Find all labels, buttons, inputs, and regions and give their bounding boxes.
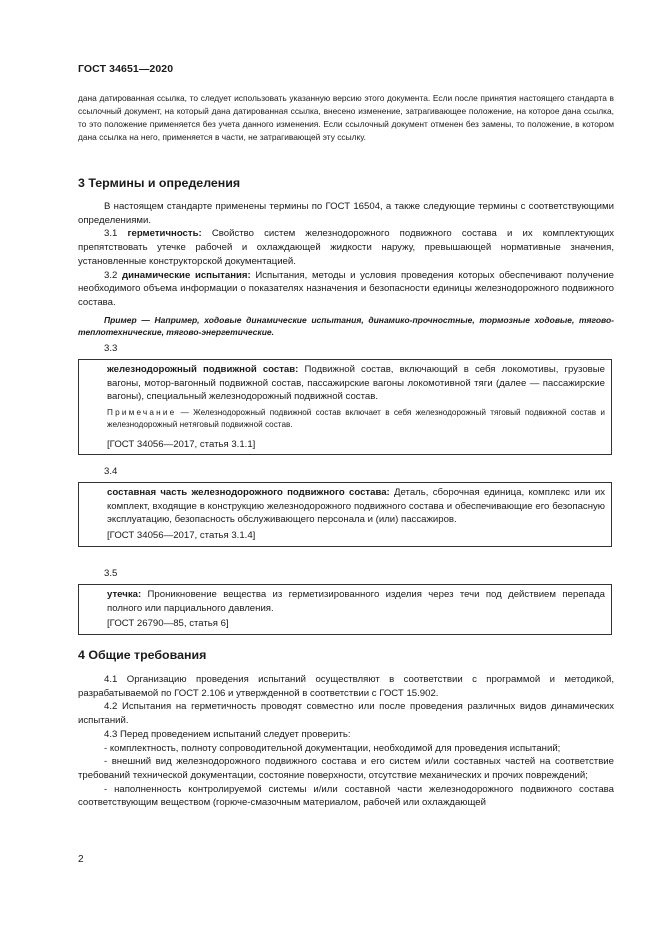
term-3-5-source: [ГОСТ 26790—85, статья 6]: [107, 618, 229, 630]
section-3-body: [78, 200, 614, 338]
note-label: Примечание: [107, 408, 177, 418]
para-4-3: 4.3 Перед проведением испытаний следует проверить:: [104, 728, 351, 740]
term-3-3-term: железнодорожный подвижной состав:: [107, 364, 299, 375]
term-3-5-num: 3.5: [104, 568, 118, 579]
term-3-1-num: 3.1: [104, 228, 118, 240]
term-3-5-term: утечка:: [107, 589, 142, 600]
page-number: 2: [78, 854, 84, 865]
term-3-1-def: Свойство систем железнодорожного подвижного состава и их комплектующих препятствовать утечке рабочей и охлаждающей жидкости наружу, превышающей нормативные значения, установленные конструкторской документацией.: [78, 228, 614, 267]
term-3-4: [107, 486, 605, 527]
term-3-3-note: [107, 407, 605, 431]
term-3-2-def: Испытания, методы и условия проведения которых обеспечивают получение необходимого объема информации о показателях назначения и безопасности единицы железнодорожного подвижного состава.: [78, 269, 614, 308]
term-3-3-source: [ГОСТ 34056—2017, статья 3.1.1]: [107, 438, 256, 450]
term-3-3: [107, 363, 605, 404]
term-3-5-box: [78, 584, 612, 635]
term-3-3-num: 3.3: [104, 343, 118, 354]
section-4-title-wrap: [78, 648, 614, 662]
section-3-title: 3 Термины и определения: [78, 176, 241, 190]
document-header: ГОСТ 34651—2020: [78, 63, 174, 75]
term-3-4-term: составная часть железнодорожного подвижного состава:: [107, 487, 390, 498]
list-item: - внешний вид железнодорожного подвижного состава и его систем и/или составных частей на соответствие требований технической документации, состояние поверхности, отсутствие механических и прочих повреждений;: [78, 756, 614, 781]
para-4-1: 4.1 Организацию проведения испытаний осуществляют в соответствии с программой и методикой, разрабатываемой по ГОСТ 2.106 и утвержденной в соответствии с ГОСТ 15.902.: [78, 674, 614, 699]
term-3-2-num: 3.2: [104, 269, 118, 281]
term-3-4-source: [ГОСТ 34056—2017, статья 3.1.4]: [107, 530, 256, 542]
note-text: — Железнодорожный подвижной состав включает в себя железнодорожный тяговый подвижной состав и железнодорожный нетяговый подвижной состав.: [107, 408, 605, 430]
list-item: - комплектность, полноту сопроводительной документации, необходимой для проведения испытаний;: [104, 742, 561, 754]
para-4-2: 4.2 Испытания на герметичность проводят совместно или после проведения различных видов динамических испытаний.: [78, 701, 614, 727]
term-3-3-box: [78, 359, 612, 455]
term-3-3-def: Подвижной состав, включающий в себя локомотивы, грузовые вагоны, мотор-вагонный подвижной состав, пассажирские вагоны локомотивной тяги (далее — пассажирские вагоны), специальный железнодорожный подвижной состав.: [107, 364, 605, 403]
term-3-4-def: Деталь, сборочная единица, комплекс или их комплект, входящие в конструкцию железнодорожного подвижного состава и обеспечивающие его безопасную эксплуатацию, безопасность обслуживающего персонала и (или) пассажиров.: [107, 487, 605, 526]
section-3-title-wrap: [78, 176, 614, 190]
intro-text: дана датированная ссылка, то следует использовать указанную версию этого документа. Если после принятия настоящего стандарта в ссылочный документ, на который дана датированная ссылка, внесено изменение, затрагивающее положение, на которое дана ссылка, то это положение применяется без учета данного изменения. Если ссылочный документ отменен без замены, то положение, в котором дана ссылка на него, применяется в части, не затрагивающей эту ссылку.: [78, 93, 614, 143]
term-3-1-term: герметичность:: [127, 228, 202, 240]
term-3-4-num: 3.4: [104, 466, 118, 477]
term-3-2: [78, 269, 614, 310]
intro-paragraph: [78, 92, 614, 144]
example-text: Пример — Например, ходовые динамические испытания, динамико-прочностные, тормозные ходовые, тягово-теплотехнические, тягово-энергетические.: [78, 314, 614, 338]
section-3-intro: В настоящем стандарте применены термины по ГОСТ 16504, а также следующие термины с соответствующими определениями.: [78, 201, 614, 226]
section-4-title: 4 Общие требования: [78, 648, 207, 662]
term-3-5: [107, 588, 605, 615]
term-3-2-term: динамические испытания:: [122, 269, 251, 281]
term-3-5-def: Проникновение вещества из герметизированного изделия через течи под действием перепада полного или парциального давления.: [107, 589, 605, 614]
term-3-1: [78, 227, 614, 268]
list-item: - наполненность контролируемой системы и/или составной части железнодорожного подвижного состава соответствующим веществом (горюче-смазочным материалом, рабочей или охлаждающей: [78, 783, 614, 809]
term-3-4-box: [78, 482, 612, 547]
section-4-body: [78, 673, 614, 810]
